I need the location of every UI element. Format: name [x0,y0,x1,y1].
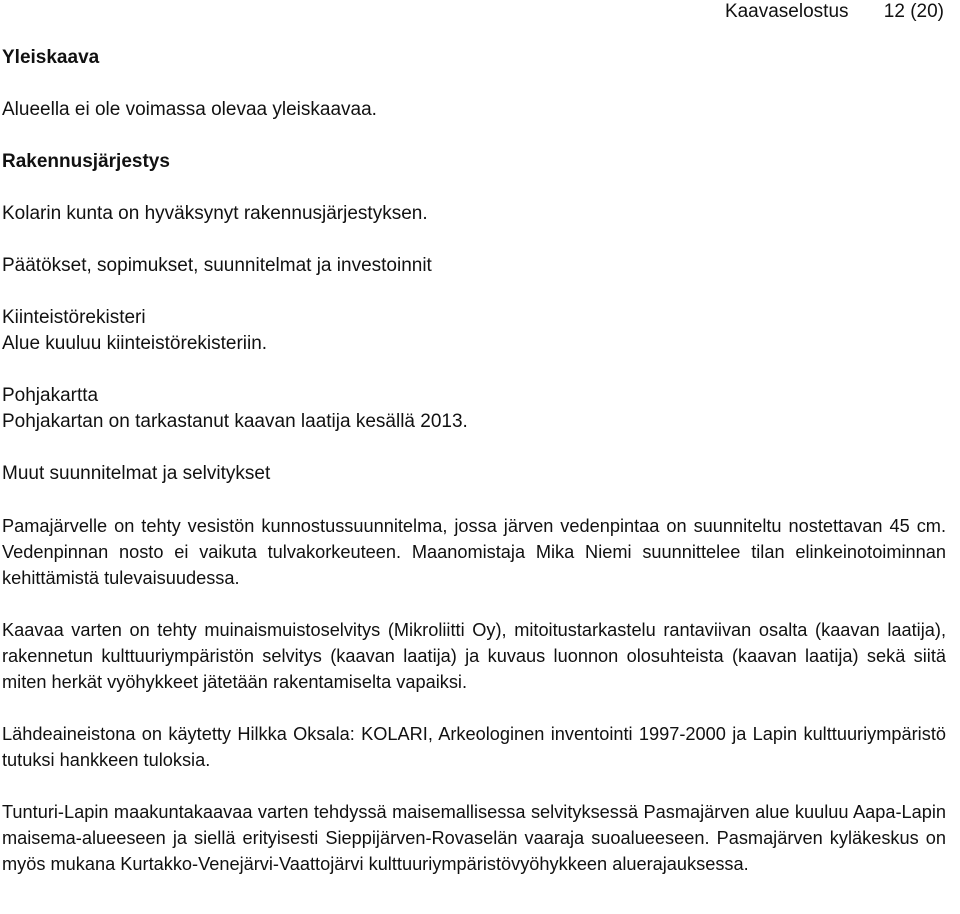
heading-paatokset: Päätökset, sopimukset, suunnitelmat ja investoinnit [2,255,432,276]
paragraph-maisema: Tunturi-Lapin maakuntakaavaa varten tehdyssä maisemallisessa selvityksessä Pasmajärven alue kuuluu Aapa-Lapin maisema-alueeseen ja siellä erityisesti Sieppijärven-Rovaselän vaaraja suoalueeseen. Pasmajärven kyläkeskus on myös mukana Kurtakko-Venejärvi-Vaattojärvi kulttuuriympäristövyöhykkeen aluerajauksessa. [2,802,946,874]
text-rakennusjarjestys: Kolarin kunta on hyväksynyt rakennusjärjestyksen. [2,203,428,224]
heading-muut-suunnitelmat: Muut suunnitelmat ja selvitykset [2,463,271,484]
paragraph-selvitykset: Kaavaa varten on tehty muinaismuistoselvitys (Mikroliitti Oy), mitoitustarkastelu rantaviivan osalta (kaavan laatija), rakennetun kulttuuriympäristön selvitys (kaavan laatija) ja kuvaus luonnon olosuhteista (kaavan laatija) sekä siitä miten herkät vyöhykkeet jätetään rakentamiselta vapaiksi. [2,620,946,692]
paragraph-lahdeaineisto: Lähdeaineistona on käytetty Hilkka Oksala: KOLARI, Arkeologinen inventointi 1997-2000 ja Lapin kulttuuriympäristö tutuksi hankkeen tuloksia. [2,724,946,770]
heading-pohjakartta: Pohjakartta [2,385,99,406]
text-kiinteistorekisteri: Alue kuuluu kiinteistörekisteriin. [2,333,268,354]
heading-rakennusjarjestys: Rakennusjärjestys [2,151,170,172]
heading-kiinteistorekisteri: Kiinteistörekisteri [2,307,146,328]
document-title: Kaavaselostus [724,1,849,22]
document-body [2,45,946,877]
running-header [725,1,944,23]
text-yleiskaava: Alueella ei ole voimassa olevaa yleiskaavaa. [2,99,377,120]
heading-yleiskaava: Yleiskaava [2,47,100,68]
paragraph-vesisto: Pamajärvelle on tehty vesistön kunnostussuunnitelma, jossa järven vedenpintaa on suunniteltu nostettavan 45 cm. Vedenpinnan nosto ei vaikuta tulvakorkeuteen. Maanomistaja Mika Niemi suunnittelee tilan elinkeinotoiminnan kehittämistä tulevaisuudessa. [2,516,946,588]
text-pohjakartta: Pohjakartan on tarkastanut kaavan laatija kesällä 2013. [2,411,468,432]
page-number: 12 (20) [883,1,944,22]
